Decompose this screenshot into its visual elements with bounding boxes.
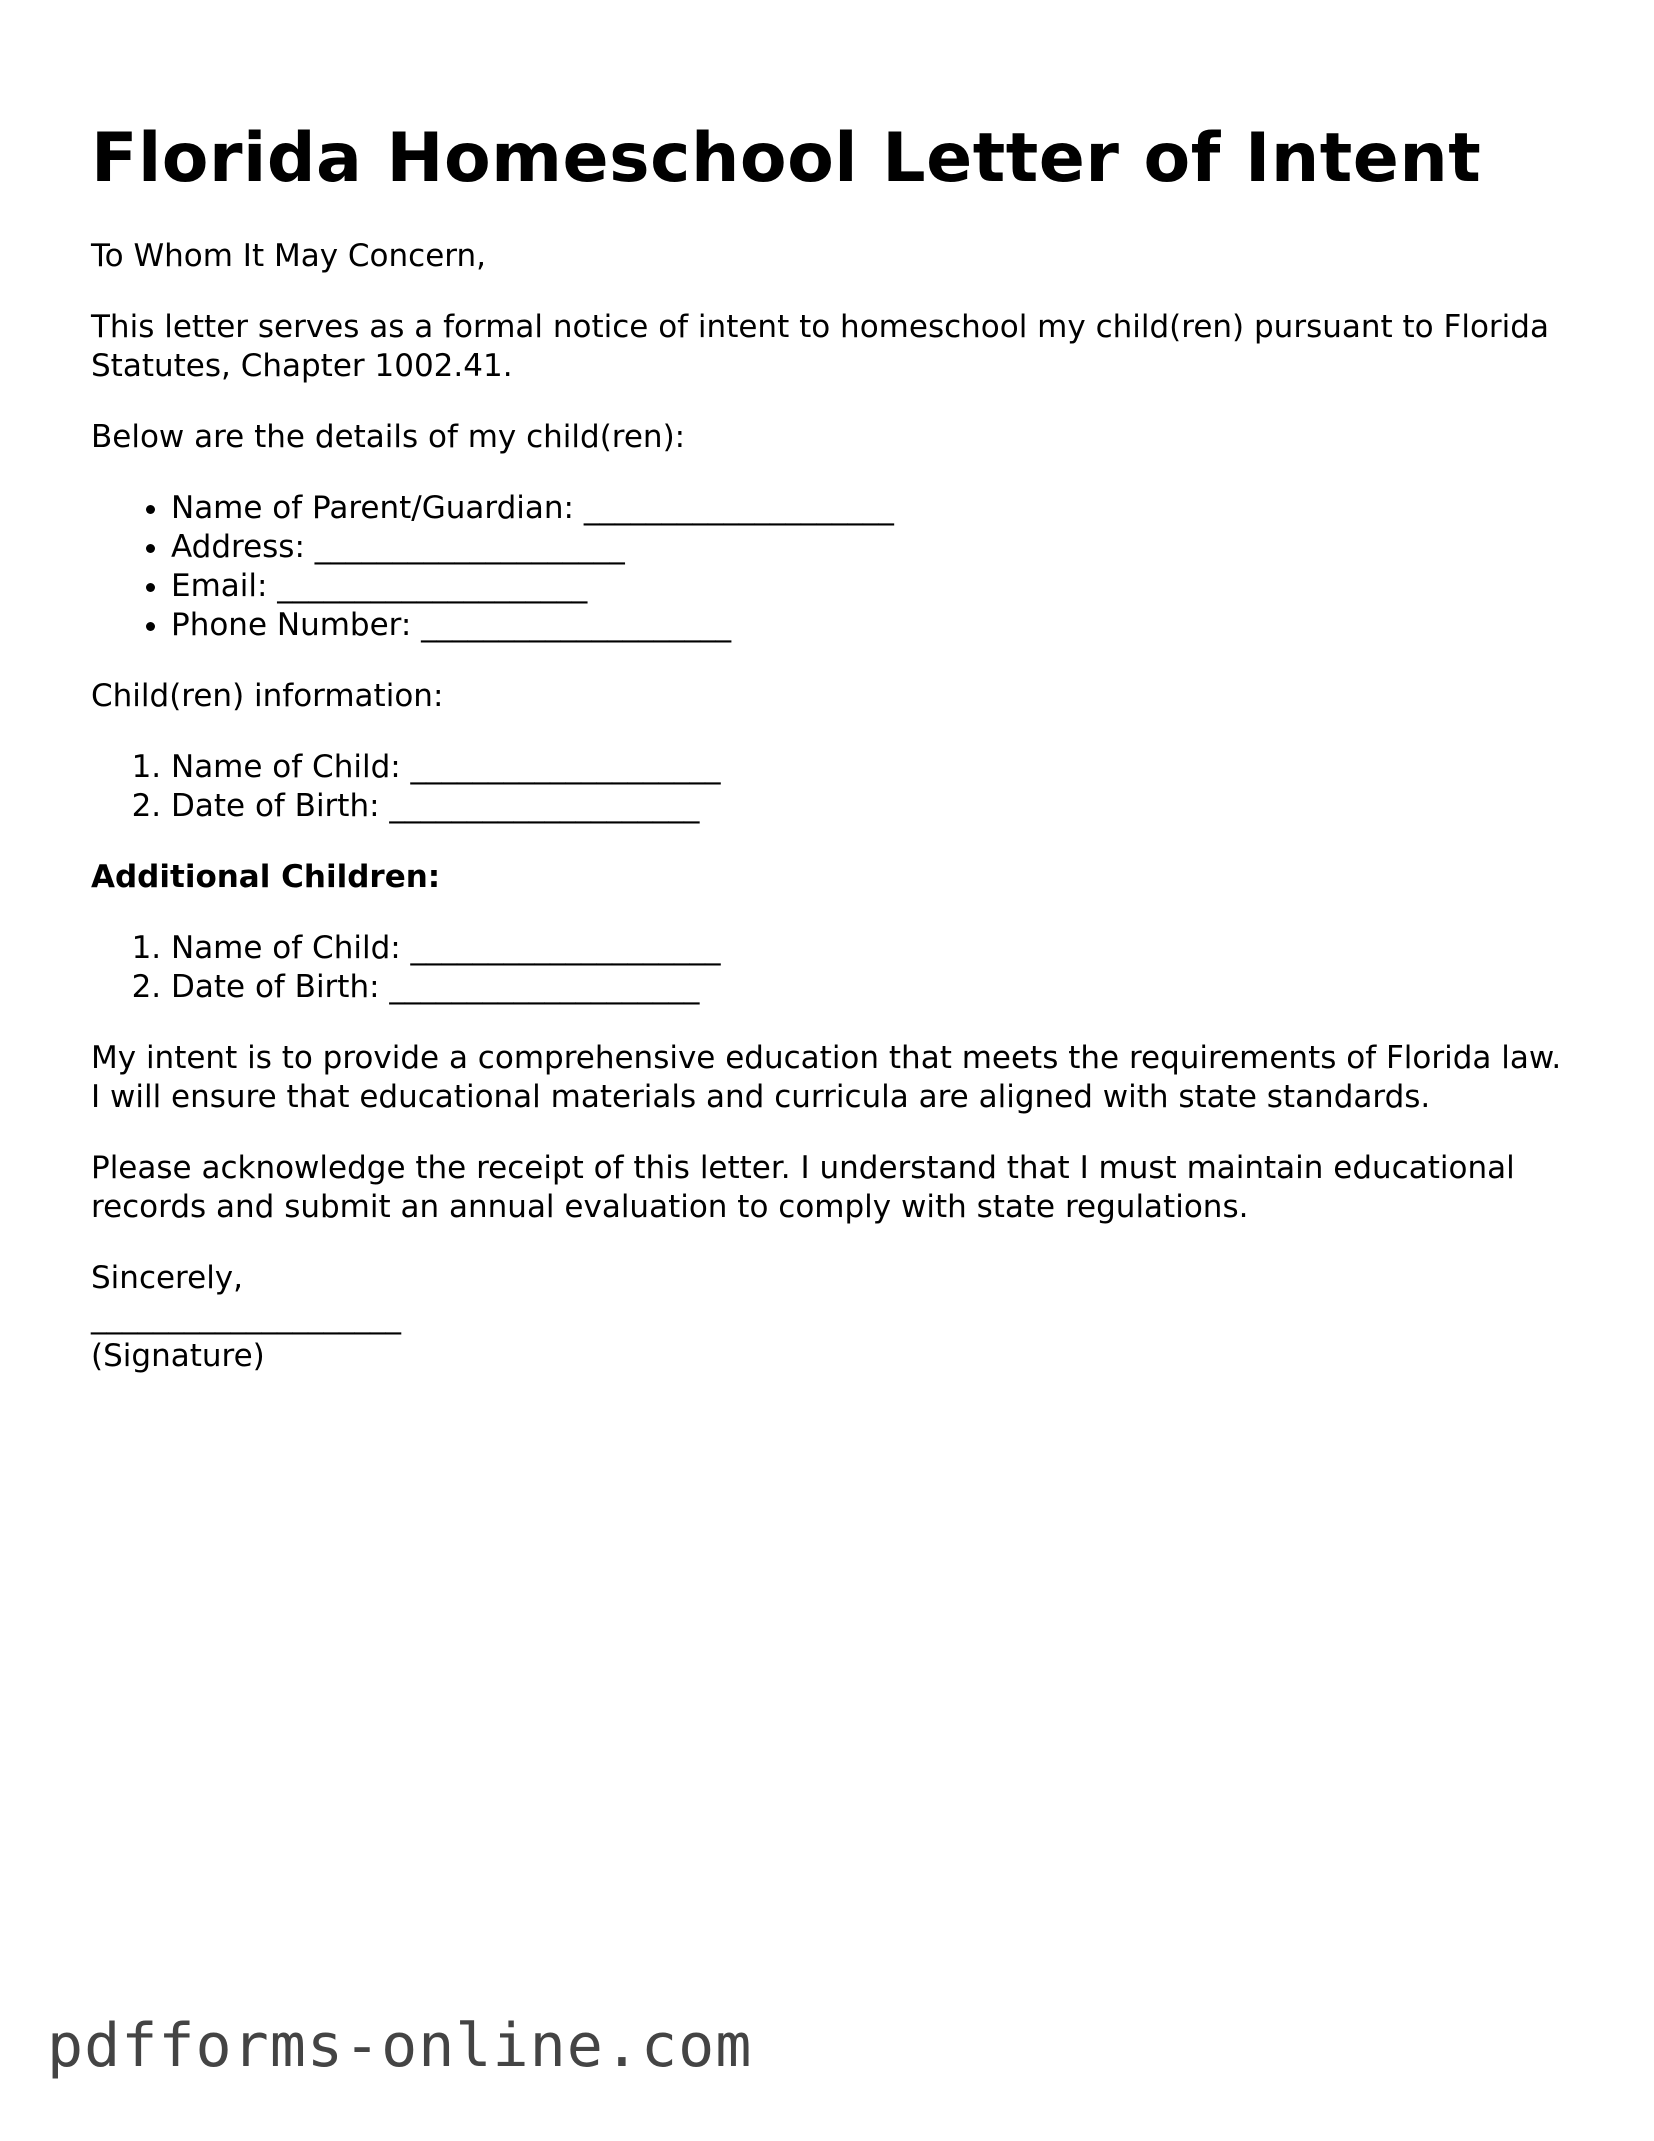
signature-label: (Signature): [91, 1338, 265, 1374]
watermark: pdfforms-online.com: [47, 2011, 753, 2081]
salutation: To Whom It May Concern,: [91, 238, 486, 274]
parent-name-field: • Name of Parent/Guardian: ____________________: [171, 489, 1571, 528]
additional-child-list: [91, 929, 1571, 1007]
details-intro: Below are the details of my child(ren):: [91, 419, 686, 455]
closing: Sincerely,: [91, 1260, 244, 1296]
page-title: Florida Homeschool Letter of Intent: [91, 119, 1482, 198]
phone-field: • Phone Number: ____________________: [171, 606, 1571, 645]
signature-line: ____________________: [91, 1299, 401, 1335]
child-dob-field: 2. Date of Birth: ____________________: [171, 787, 1571, 826]
parent-details-list: [91, 489, 1571, 645]
email-field: • Email: ____________________: [171, 567, 1571, 606]
intro-paragraph: This letter serves as a formal notice of intent to homeschool my child(ren) pursuant to Florida Statutes, Chapter 1002.41.: [91, 309, 1549, 384]
additional-child-dob-field: 2. Date of Birth: ____________________: [171, 968, 1571, 1007]
children-intro: Child(ren) information:: [91, 678, 444, 714]
child-name-field: 1. Name of Child: ____________________: [171, 748, 1571, 787]
additional-children-heading: Additional Children:: [91, 859, 441, 895]
additional-child-name-field: 1. Name of Child: ____________________: [171, 929, 1571, 968]
acknowledge-paragraph: Please acknowledge the receipt of this letter. I understand that I must maintain educational records and submit an annual evaluation to comply with state regulations.: [91, 1150, 1515, 1225]
child-details-list: [91, 748, 1571, 826]
intent-paragraph: My intent is to provide a comprehensive education that meets the requirements of Florida law. I will ensure that educational materials and curricula are aligned with state standards.: [91, 1040, 1562, 1115]
letter-page: [91, 120, 1571, 1376]
address-field: • Address: ____________________: [171, 528, 1571, 567]
